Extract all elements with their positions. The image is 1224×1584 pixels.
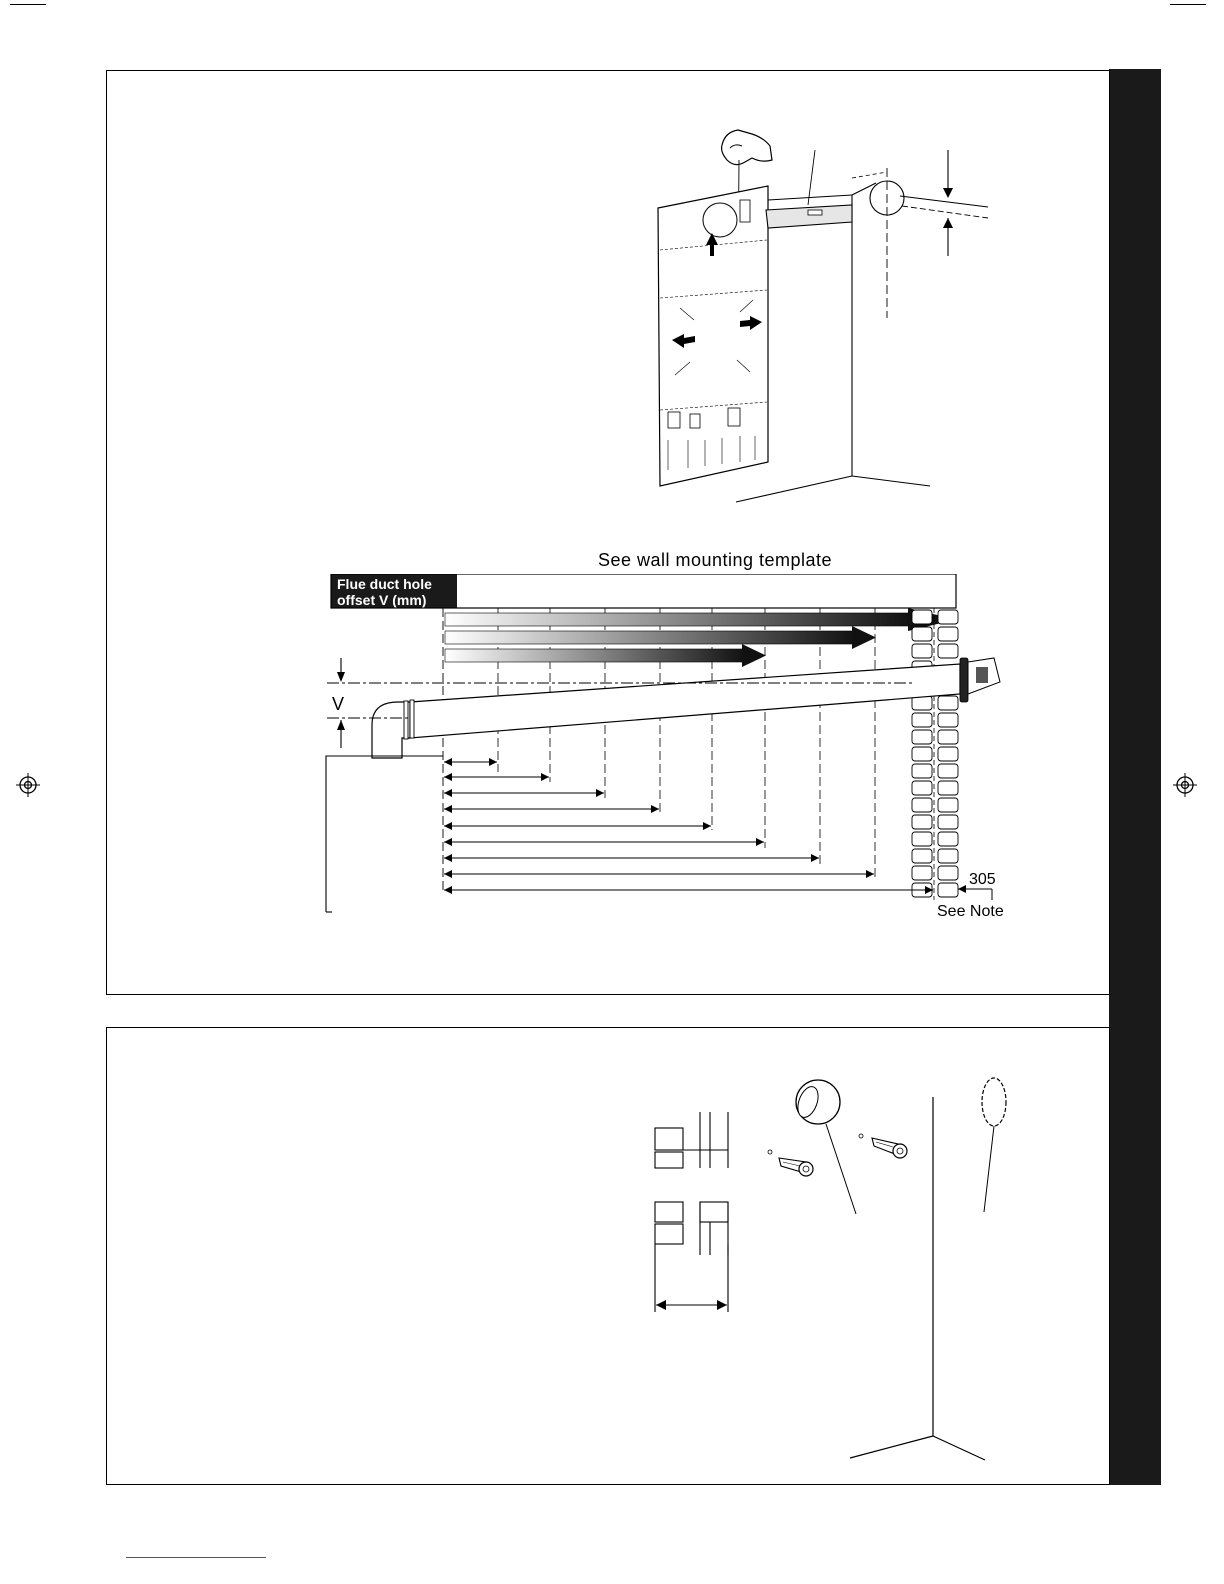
crop-mark-top-left xyxy=(10,4,46,5)
flue-hole-marking xyxy=(852,150,988,318)
drill-hole-icon xyxy=(794,1080,856,1214)
gradient-arrow-short xyxy=(445,644,766,667)
brick-section-bottom xyxy=(655,1202,728,1312)
registration-mark-right-icon xyxy=(1173,773,1197,797)
boiler-outline xyxy=(326,756,443,912)
length-dimensions xyxy=(444,758,933,894)
wall-plug-right-icon xyxy=(859,1134,907,1158)
wall-corner-bottom xyxy=(850,1097,985,1460)
flue-offset-chart xyxy=(320,574,1020,919)
gradient-arrow-medium xyxy=(445,626,876,649)
dimension-305: 305 xyxy=(969,871,996,888)
brick-wall xyxy=(912,610,958,897)
wall-hole-marking xyxy=(982,1078,1006,1212)
flue-duct xyxy=(372,658,1000,758)
v-offset-symbol: V xyxy=(332,694,345,714)
flue-offset-label-line1: Flue duct hole xyxy=(337,576,432,592)
side-tab-bar xyxy=(1109,69,1161,1485)
template-label: See wall mounting template xyxy=(597,550,833,570)
wall-bracket xyxy=(766,150,852,228)
wall-plug-left-icon xyxy=(768,1150,813,1176)
wall-template-illustration xyxy=(650,125,1000,510)
wall-plug-illustration xyxy=(640,1070,1020,1465)
brick-section-top xyxy=(655,1112,728,1168)
gradient-arrow-long xyxy=(445,608,956,631)
flue-offset-label-line2: offset V (mm) xyxy=(337,592,427,608)
see-note-label: See Note xyxy=(937,903,1004,919)
wall-template-sheet xyxy=(658,186,768,486)
footer-link-underline xyxy=(126,1557,266,1558)
crop-mark-top-right xyxy=(1170,4,1206,5)
registration-mark-left-icon xyxy=(16,773,40,797)
